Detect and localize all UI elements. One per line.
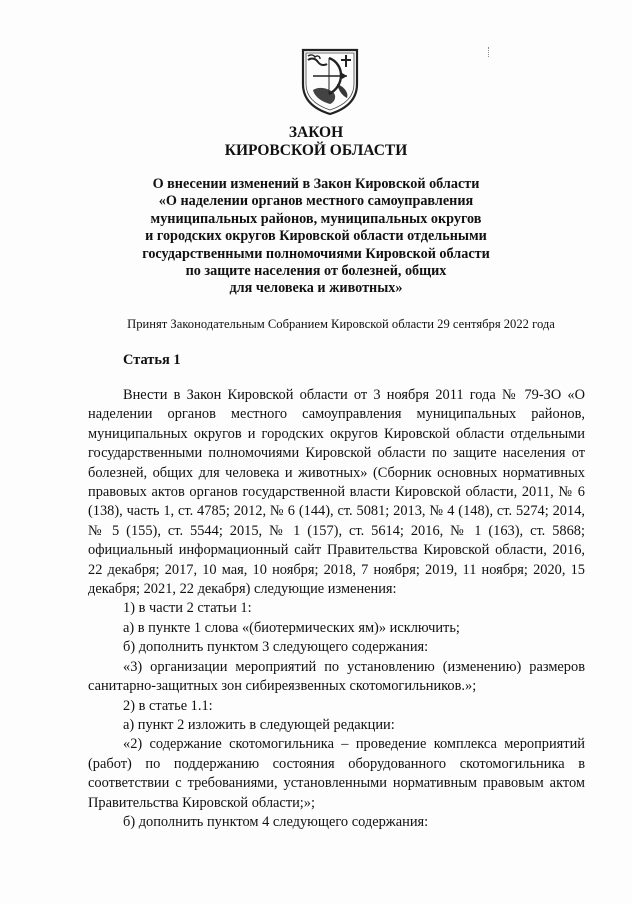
list-item: «3) организации мероприятий по установлению (изменению) размеров санитарно-защитных зон сибиреязвенных скотомогильников.»;	[88, 658, 585, 695]
law-subject-heading	[110, 176, 522, 298]
list-item: б) дополнить пунктом 4 следующего содержания:	[123, 813, 429, 830]
list-item: 1) в части 2 статьи 1:	[123, 600, 252, 617]
list-item: а) пункт 2 изложить в следующей редакции:	[123, 716, 395, 733]
list-item: б) дополнить пунктом 3 следующего содержания:	[123, 639, 429, 656]
document-type-title: ЗАКОН	[288, 124, 344, 141]
subject-line: и городских округов Кировской области отдельными	[145, 228, 487, 245]
coat-of-arms-icon	[299, 46, 361, 116]
subject-line: О внесении изменений в Закон Кировской области	[152, 176, 480, 192]
subject-line: «О наделении органов местного самоуправления	[158, 193, 474, 210]
subject-line: государственными полномочиями Кировской области	[142, 245, 490, 262]
subject-line: для человека и животных»	[229, 280, 403, 297]
article-body	[88, 386, 585, 832]
article-heading: Статья 1	[123, 352, 181, 368]
adoption-note: Принят Законодательным Собранием Кировской области 29 сентября 2022 года	[127, 317, 555, 331]
subject-line: по защите населения от болезней, общих	[185, 263, 447, 280]
punch-hole-mark	[488, 47, 492, 57]
intro-paragraph: Внести в Закон Кировской области от 3 ноября 2011 года № 79-ЗО «О наделении органов местного самоуправления муниципальных районов, муниципальных округов и городских округов Кировской области отдельными государственными полномочиями Кировской области по защите населения от болезней, общих для человека и животных» (Сборник основных нормативных правовых актов органов государственной власти Кировской области, 2011, № 6 (138), часть 1, ст. 4785; 2012, № 6 (144), ст. 5081; 2013, № 4 (148), ст. 5274; 2014, № 5 (155), ст. 5544; 2015, № 1 (157), ст. 5614; 2016, № 1 (163), ст. 5868; официальный информационный сайт Правительства Кировской области, 2016, 22 декабря; 2017, 10 мая, 10 ноября; 2018, 7 ноября; 2019, 11 ноября; 2020, 15 декабря; 2021, 22 декабря) следующие изменения:	[88, 387, 585, 598]
list-item: а) в пункте 1 слова «(биотермических ям)» исключить;	[123, 619, 460, 636]
subject-line: муниципальных районов, муниципальных округов	[150, 210, 482, 227]
list-item: «2) содержание скотомогильника – проведение комплекса мероприятий (работ) по поддержанию состояния оборудованного скотомогильника в соответствии с требованиями, установленными нормативным правовым актом Правительства Кировской области;»;	[88, 736, 585, 811]
list-item: 2) в статье 1.1:	[123, 697, 213, 714]
region-title: КИРОВСКОЙ ОБЛАСТИ	[224, 142, 408, 159]
